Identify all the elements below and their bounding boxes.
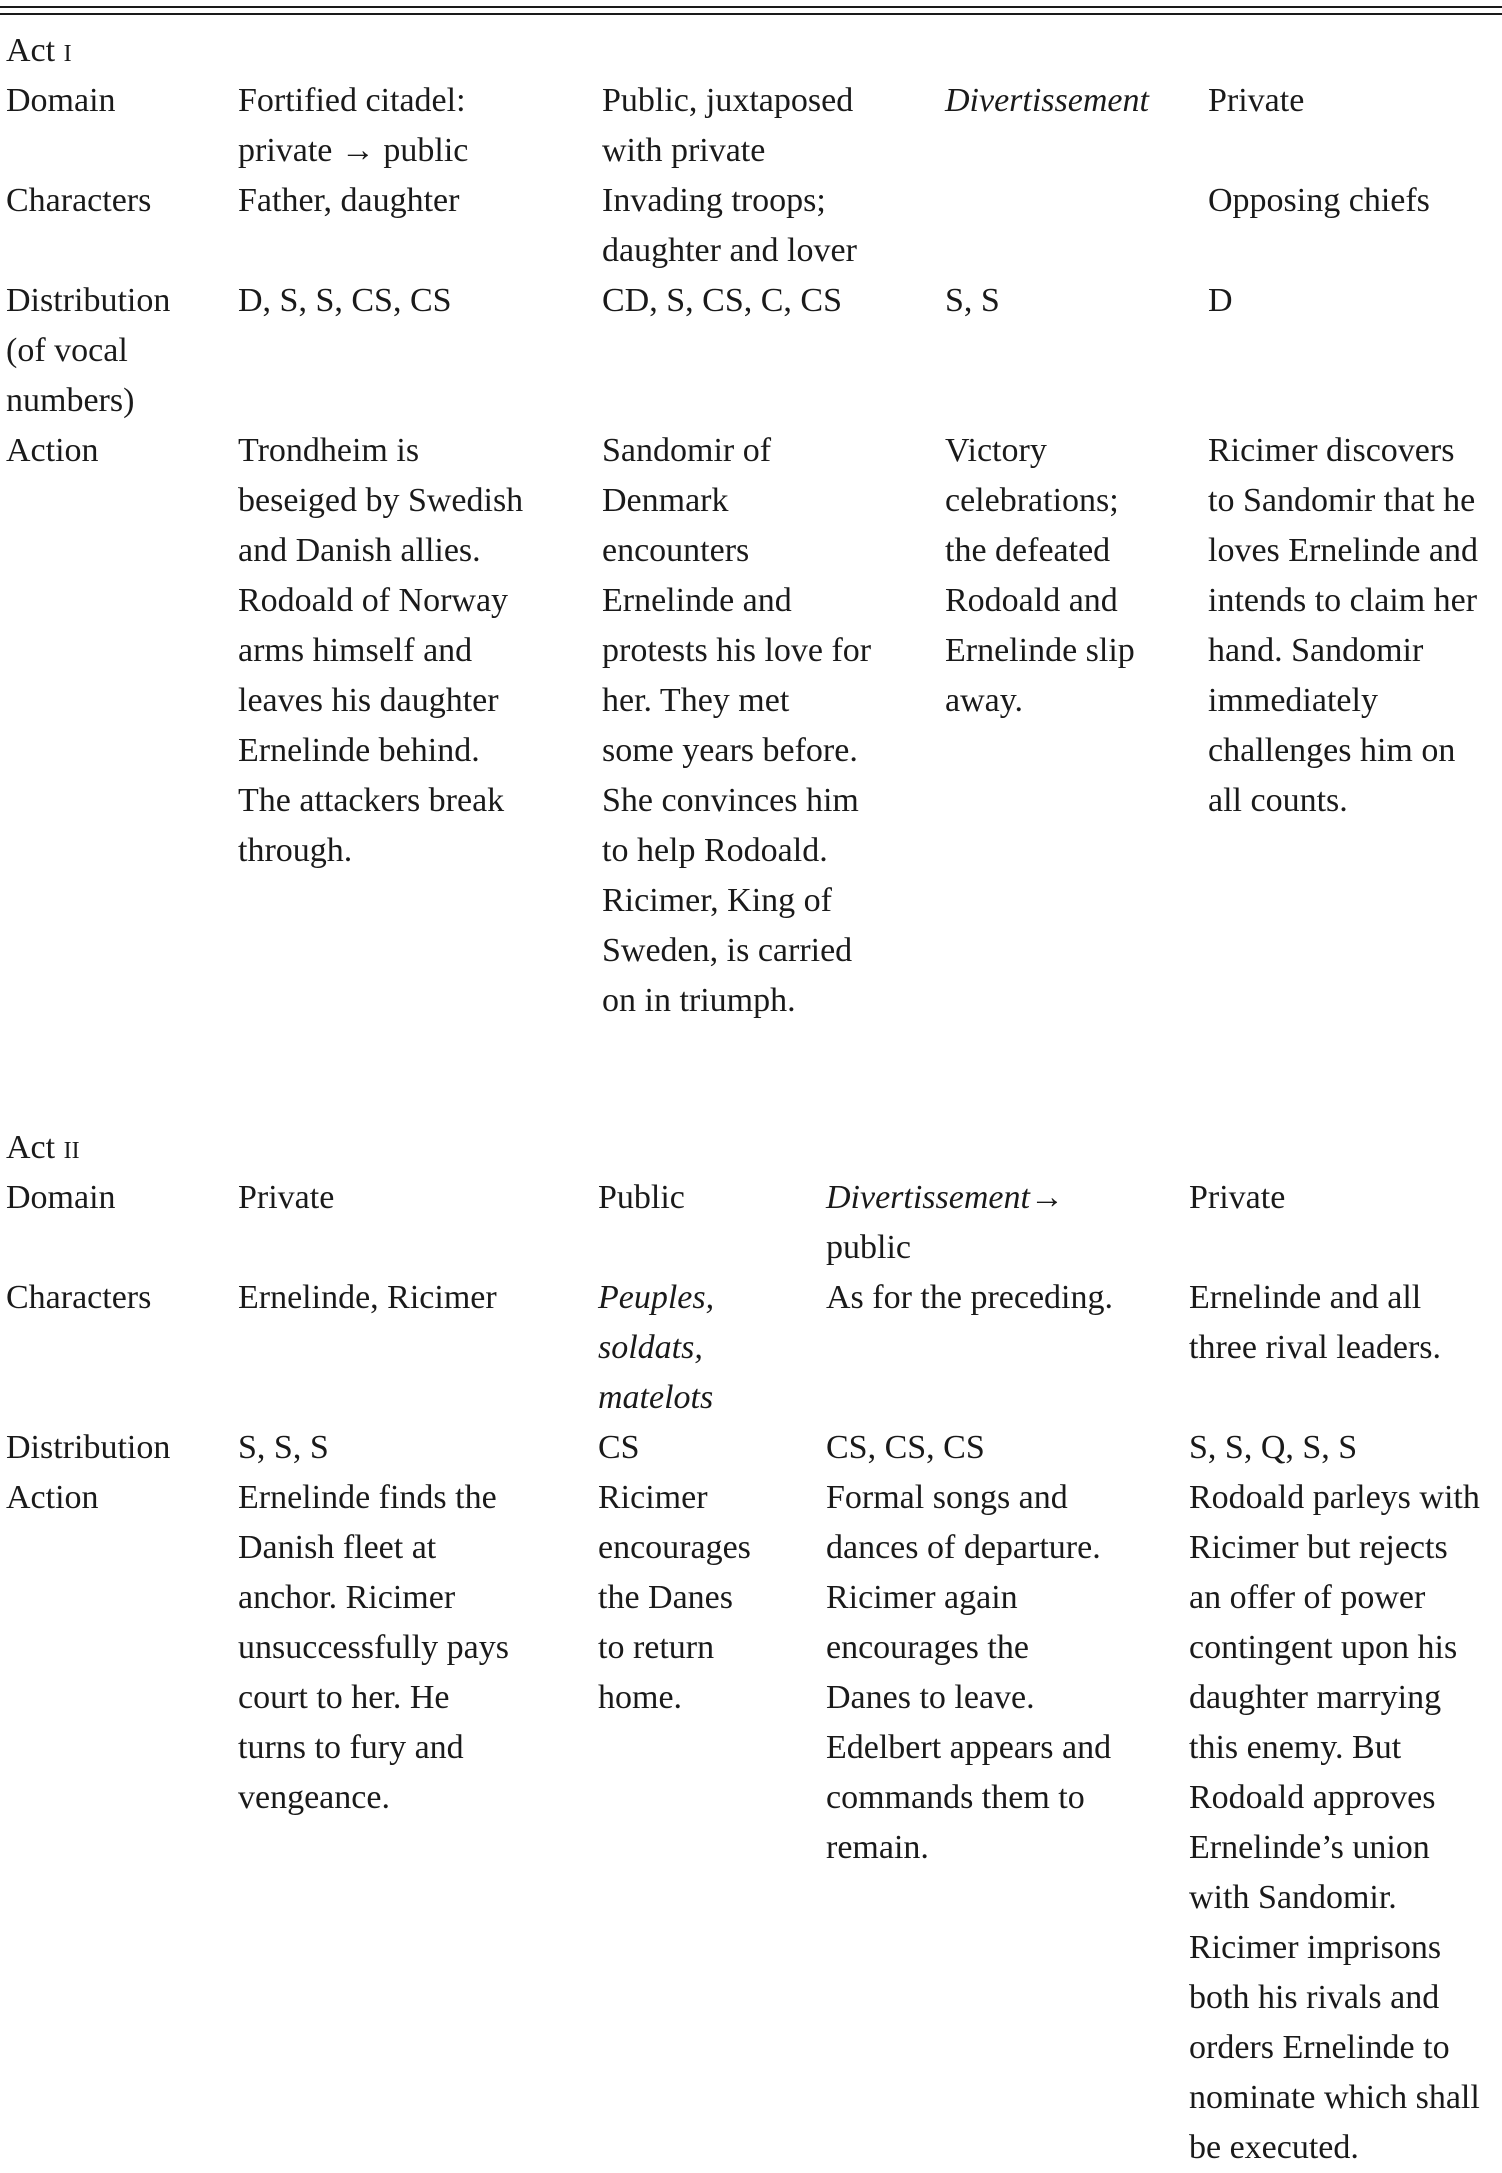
act-2-characters-cell-2: Peuples, soldats, matelots [598,1279,715,1416]
act-1-distribution-cell-4: D [1208,282,1233,319]
act-2-domain-label: Domain [6,1179,116,1216]
top-double-rule-upper [0,6,1502,8]
act-2-title: Act ii [6,1129,80,1166]
act-1-action-cell-4: Ricimer discovers to Sandomir that he loves Ernelinde and intends to claim her hand. Sandomir immediately challenges him on all counts. [1208,432,1479,819]
act-2-distribution-cell-3: CS, CS, CS [826,1429,985,1466]
act-1-title: Act i [6,32,72,69]
act-2-characters-cell-4: Ernelinde and all three rival leaders. [1189,1279,1442,1366]
act-2-action-cell-4: Rodoald parleys with Ricimer but rejects an offer of power contingent upon his daughter marrying this enemy. But Rodoald approves Ernelinde’s union with Sandomir. Ricimer imprisons both his rivals and orders Ernelinde to nominate which shall be executed. [1189,1479,1480,2166]
act-1-distribution-cell-2: CD, S, CS, C, CS [602,282,842,319]
act-2-characters-cell-1: Ernelinde, Ricimer [238,1279,497,1316]
act-1-domain-cell-2: Public, juxtaposed with private [602,82,854,169]
act-1-action-cell-3: Victory celebrations; the defeated Rodoald and Ernelinde slip away. [945,432,1135,719]
act-2-domain-cell-1: Private [238,1179,335,1216]
act-1-characters-cell-2: Invading troops; daughter and lover [602,182,857,269]
act-1-distribution-label: Distribution (of vocal numbers) [6,282,171,419]
act-1-characters-cell-4: Opposing chiefs [1208,182,1430,219]
act-2-distribution-cell-1: S, S, S [238,1429,329,1466]
act-1-action-cell-2: Sandomir of Denmark encounters Ernelinde and protests his love for her. They met some years before. She convinces him to help Rodoald. Ricimer, King of Sweden, is carried on in triumph. [602,432,872,1019]
act-1-domain-cell-1: Fortified citadel: private → public [238,82,469,169]
divertissement-term: Divertissement [826,1179,1030,1216]
act-2-action-cell-2: Ricimer encourages the Danes to return home. [598,1479,751,1716]
act-2-domain-cell-3: Divertissement→ public [826,1179,1064,1266]
act-1-domain-label: Domain [6,82,116,119]
act-2-action-cell-1: Ernelinde finds the Danish fleet at anchor. Ricimer unsuccessfully pays court to her. He turns to fury and vengeance. [238,1479,510,1816]
top-double-rule-lower [0,13,1502,15]
act-1-action-label: Action [6,432,99,469]
act-1-distribution-cell-3: S, S [945,282,1000,319]
act-1-domain-cell-3: Divertissement [945,82,1149,119]
act-1-characters-cell-1: Father, daughter [238,182,460,219]
act-2-action-cell-3: Formal songs and dances of departure. Ricimer again encourages the Danes to leave. Edelbert appears and commands them to remain. [826,1479,1112,1866]
act-2-domain-cell-4: Private [1189,1179,1286,1216]
act-2-distribution-cell-2: CS [598,1429,640,1466]
act-2-distribution-cell-4: S, S, Q, S, S [1189,1429,1358,1466]
act-1-action-cell-1: Trondheim is beseiged by Swedish and Danish allies. Rodoald of Norway arms himself and leaves his daughter Ernelinde behind. The attackers break through. [238,432,524,869]
act-2-action-label: Action [6,1479,99,1516]
act-1-characters-label: Characters [6,182,152,219]
act-1-distribution-cell-1: D, S, S, CS, CS [238,282,452,319]
act-2-characters-label: Characters [6,1279,152,1316]
act-2-domain-cell-2: Public [598,1179,685,1216]
act-2-characters-cell-3: As for the preceding. [826,1279,1114,1316]
act-2-distribution-label: Distribution [6,1429,171,1466]
act-1-domain-cell-4: Private [1208,82,1305,119]
